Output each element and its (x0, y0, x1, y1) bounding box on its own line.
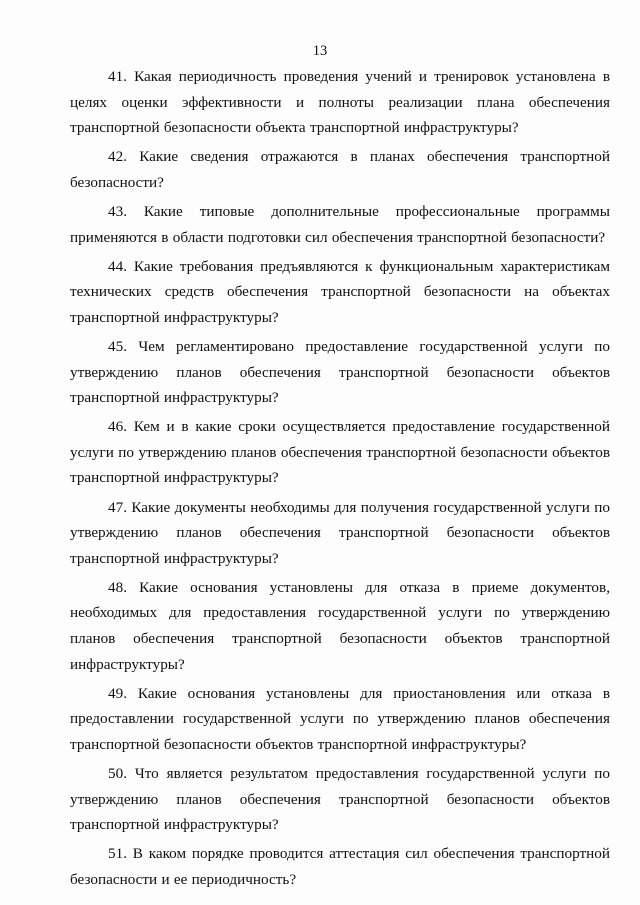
page-number: 13 (312, 43, 328, 59)
question-item: 41. Какая периодичность проведения учений и тренировок установлена в целях оценки эффективности и полноты реализации плана обеспечения транспортной безопасности объекта транспортной инфраструктуры? (70, 68, 610, 137)
question-item: 50. Что является результатом предоставления государственной услуги по утверждению планов обеспечения транспортной безопасности объектов транспортной инфраструктуры? (70, 764, 610, 834)
question-item: 48. Какие основания установлены для отказа в приеме документов, необходимых для предоставления государственной услуги по утверждению планов обеспечения транспортной безопасности объектов транспортной инфраструктуры? (70, 578, 610, 673)
question-item: 47. Какие документы необходимы для получения государственной услуги по утверждению планов обеспечения транспортной безопасности объектов транспортной инфраструктуры? (70, 498, 610, 567)
question-item: 46. Кем и в какие сроки осуществляется предоставление государственной услуги по утверждению планов обеспечения транспортной безопасности объектов транспортной инфраструктуры? (70, 418, 610, 487)
question-item: 49. Какие основания установлены для приостановления или отказа в предоставлении государственной услуги по утверждению планов обеспечения транспортной безопасности объектов транспортной инфраструктуры? (70, 684, 610, 753)
question-item: 43. Какие типовые дополнительные профессиональные программы применяются в области подготовки сил обеспечения транспортной безопасности? (70, 202, 610, 246)
question-item: 45. Чем регламентировано предоставление государственной услуги по утверждению планов обеспечения транспортной безопасности объектов транспортной инфраструктуры? (70, 337, 610, 407)
question-list (70, 64, 610, 896)
question-item: 44. Какие требования предъявляются к функциональным характеристикам технических средств обеспечения транспортной безопасности на объектах транспортной инфраструктуры? (70, 257, 610, 326)
question-item: 42. Какие сведения отражаются в планах обеспечения транспортной безопасности? (70, 148, 610, 191)
question-item: 51. В каком порядке проводится аттестация сил обеспечения транспортной безопасности и ее периодичность? (70, 845, 610, 888)
